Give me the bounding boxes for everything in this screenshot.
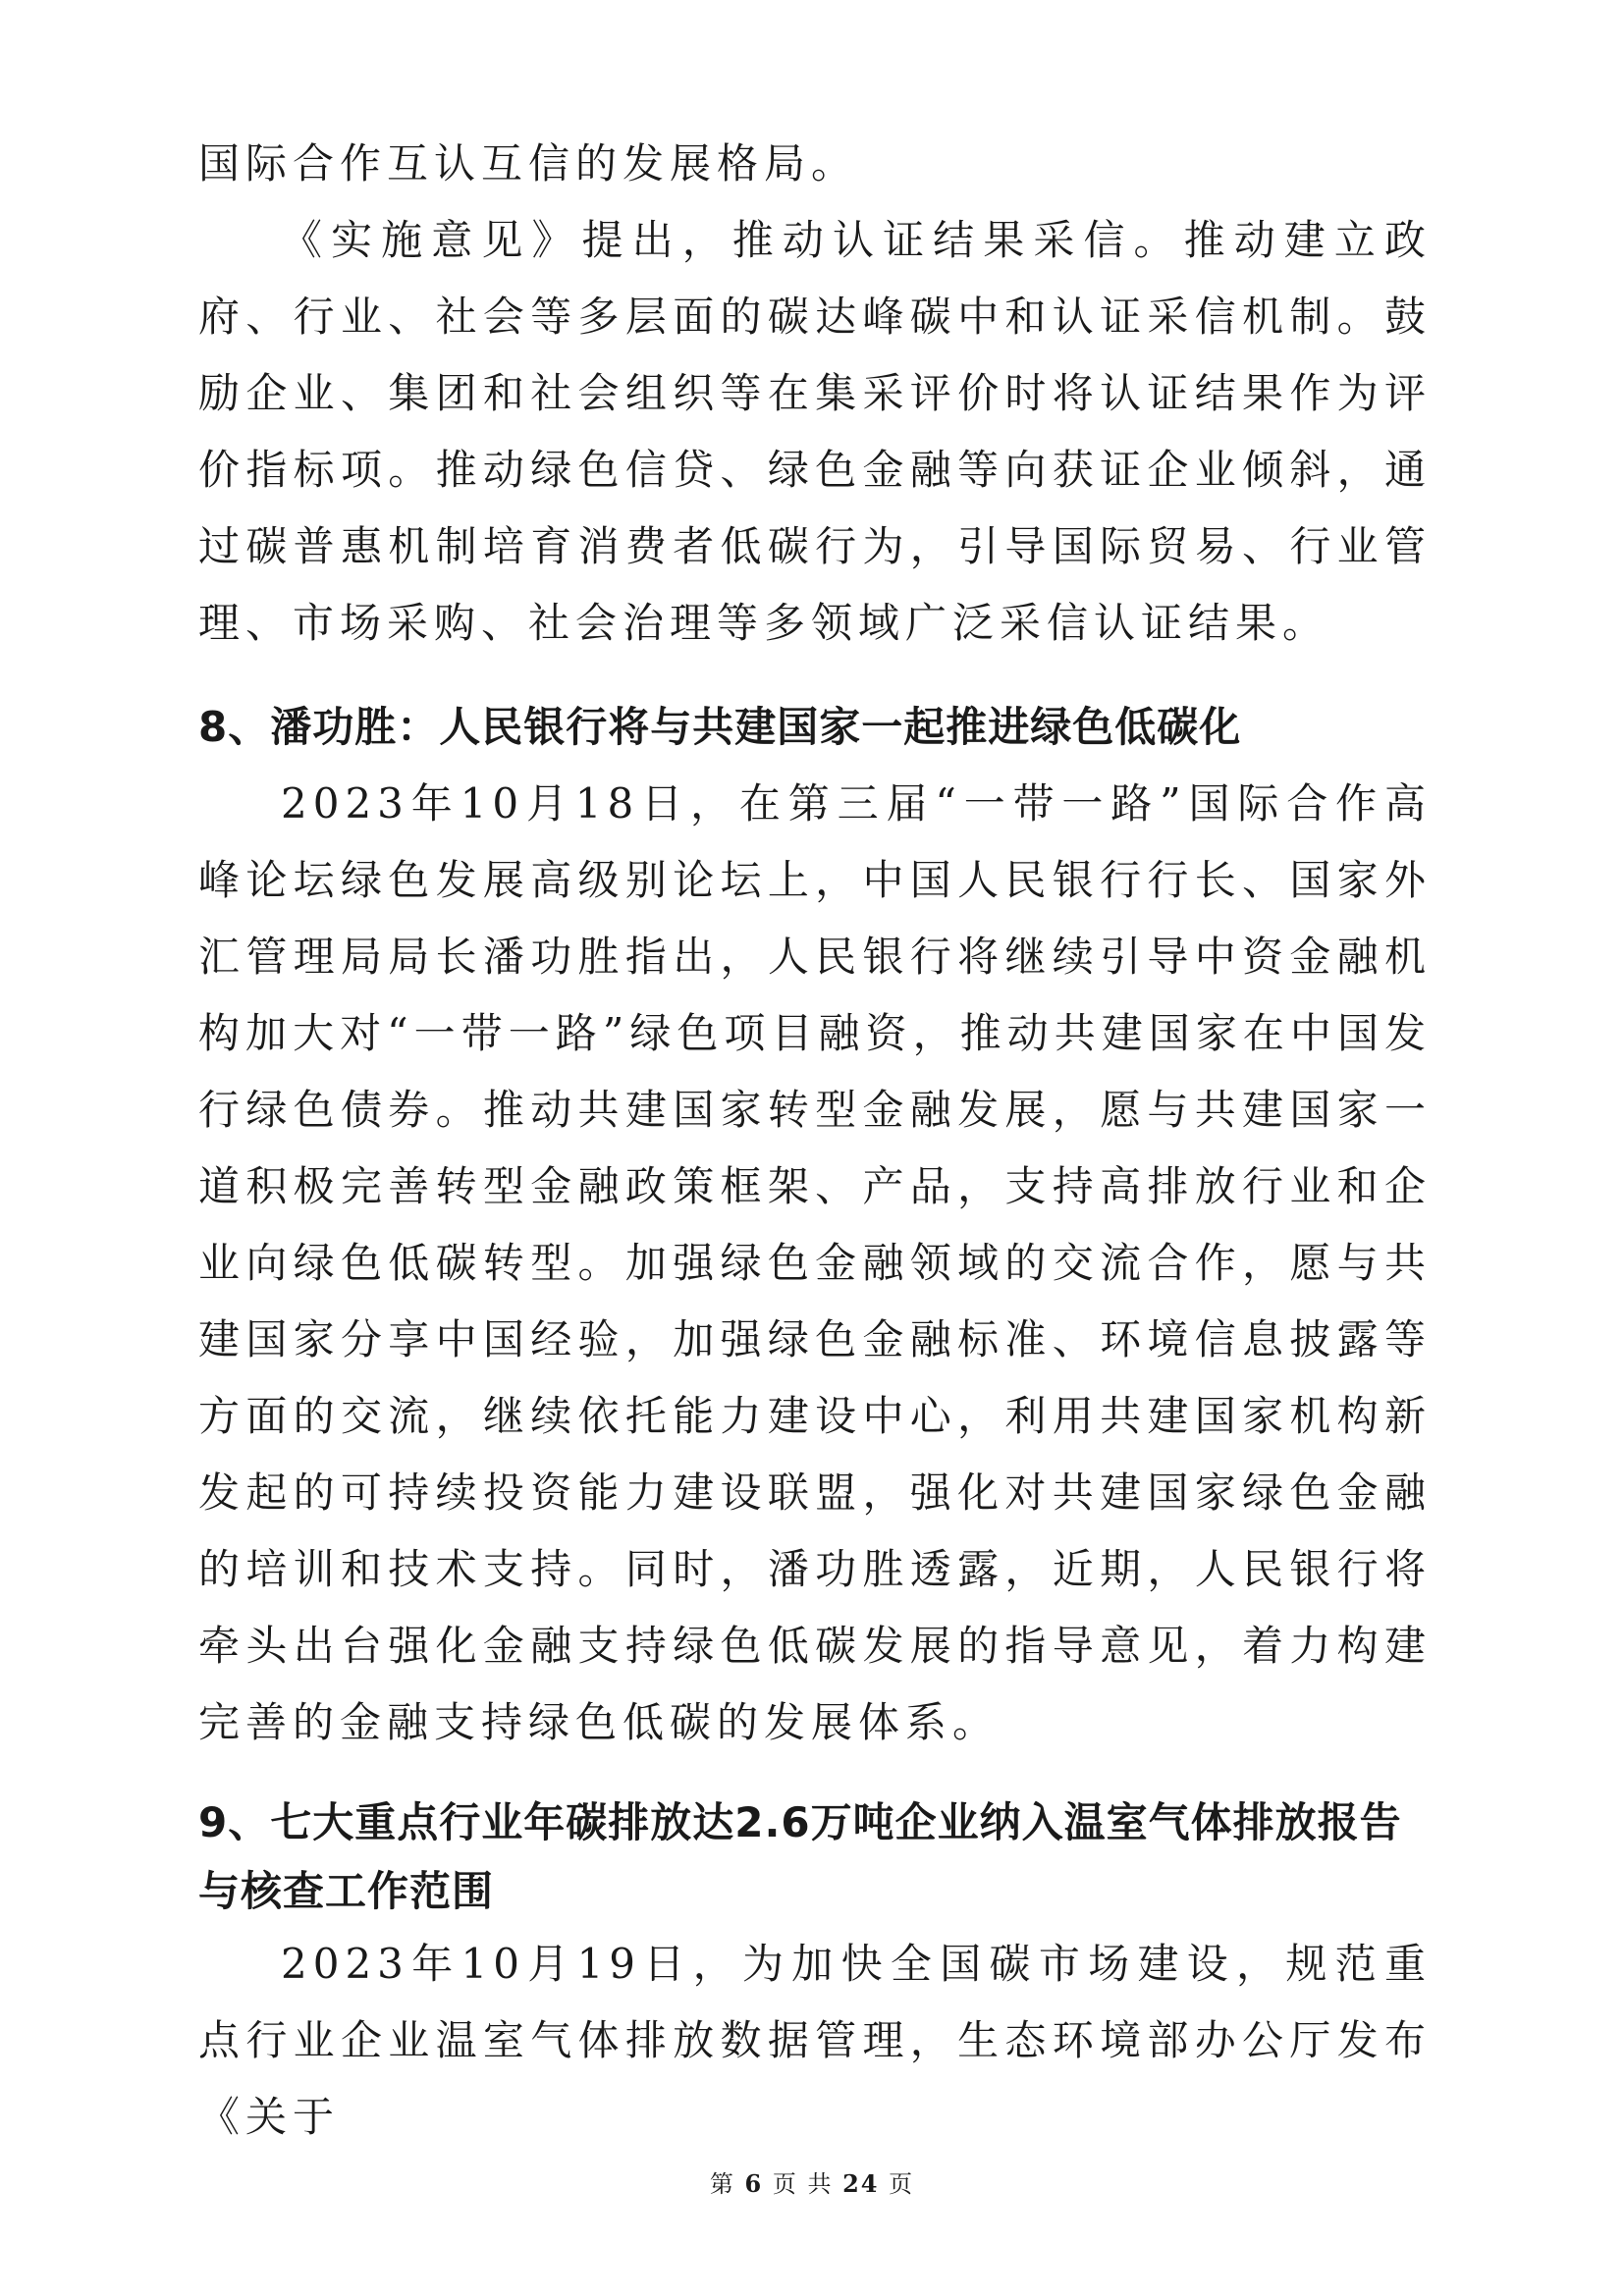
footer-suffix: 页	[889, 2170, 915, 2198]
page-footer	[0, 2164, 1624, 2199]
document-body	[198, 126, 1432, 2156]
footer-middle: 页 共	[772, 2170, 834, 2198]
total-pages: 24	[842, 2169, 880, 2198]
page-number: 6	[744, 2169, 764, 2198]
section-8-body: 2023年10月18日，在第三届“一带一路”国际合作高峰论坛绿色发展高级别论坛上，中国人民银行行长、国家外汇管理局局长潘功胜指出，人民银行将继续引导中资金融机构加大对“一带一路”绿色项目融资，推动共建国家在中国发行绿色债券。推动共建国家转型金融发展，愿与共建国家一道积极完善转型金融政策框架、产品，支持高排放行业和企业向绿色低碳转型。加强绿色金融领域的交流合作，愿与共建国家分享中国经验，加强绿色金融标准、环境信息披露等方面的交流，继续依托能力建设中心，利用共建国家机构新发起的可持续投资能力建设联盟，强化对共建国家绿色金融的培训和技术支持。同时，潘功胜透露，近期，人民银行将牵头出台强化金融支持绿色低碳发展的指导意见，着力构建完善的金融支持绿色低碳的发展体系。	[198, 779, 1432, 1746]
paragraph-implementation-opinions: 《实施意见》提出，推动认证结果采信。推动建立政府、行业、社会等多层面的碳达峰碳中和认证采信机制。鼓励企业、集团和社会组织等在集采评价时将认证结果作为评价指标项。推动绿色信贷、绿色金融等向获证企业倾斜，通过碳普惠机制培育消费者低碳行为，引导国际贸易、行业管理、市场采购、社会治理等多领域广泛采信认证结果。	[198, 216, 1432, 647]
section-9-body: 2023年10月19日，为加快全国碳市场建设，规范重点行业企业温室气体排放数据管理，生态环境部办公厅发布《关于	[198, 1940, 1432, 2141]
footer-prefix: 第	[709, 2170, 735, 2198]
paragraph-continued: 国际合作互认互信的发展格局。	[198, 139, 859, 187]
section-8-heading: 8、潘功胜：人民银行将与共建国家一起推进绿色低碳化	[198, 703, 1242, 751]
section-9-heading: 9、七大重点行业年碳排放达2.6万吨企业纳入温室气体排放报告与核查工作范围	[198, 1798, 1402, 1915]
